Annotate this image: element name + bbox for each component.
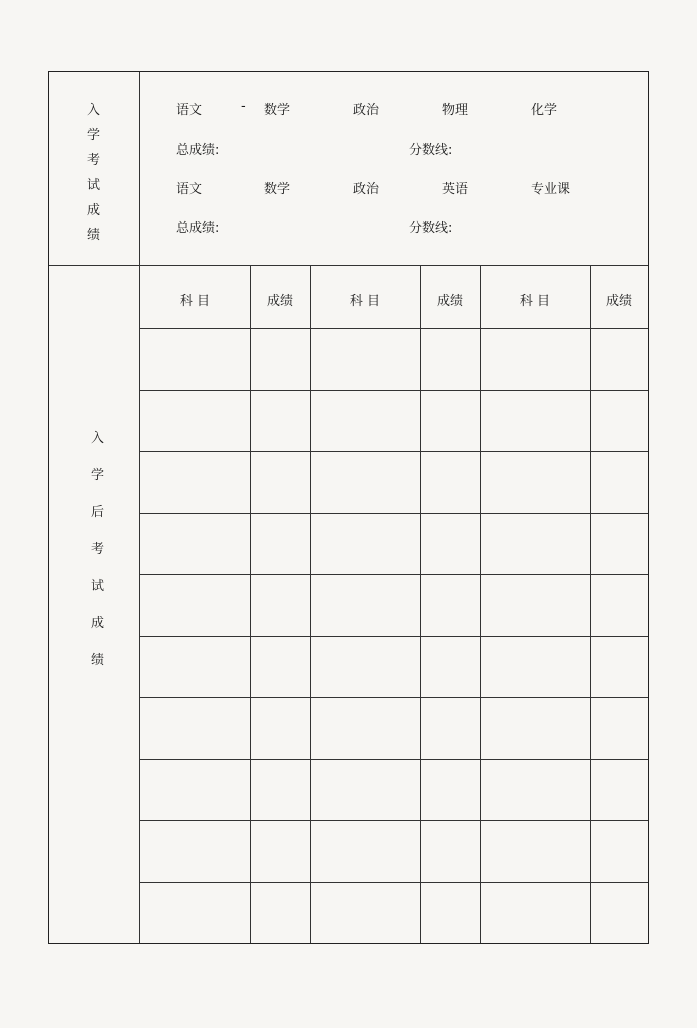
score-cell[interactable]: [592, 576, 646, 634]
entrance-label-char: 绩: [87, 228, 101, 243]
subject-cell[interactable]: [482, 392, 588, 450]
subject-cell[interactable]: [312, 453, 418, 511]
grid-row-line: [140, 759, 648, 760]
score-cell[interactable]: [422, 453, 478, 511]
subject-cell[interactable]: [312, 884, 418, 942]
subject-cell[interactable]: [312, 330, 418, 388]
subject-cell[interactable]: [482, 453, 588, 511]
score-cell[interactable]: [252, 699, 308, 757]
subject-label: 数学: [264, 182, 291, 197]
subject-cell[interactable]: [312, 699, 418, 757]
subject-label: 政治: [353, 103, 380, 118]
grid-row-line: [140, 574, 648, 575]
subject-cell[interactable]: [312, 515, 418, 573]
header-score: 成绩: [436, 294, 463, 309]
subject-label: 物理: [442, 103, 469, 118]
total-score-label: 总成绩:: [176, 143, 220, 158]
subject-cell[interactable]: [482, 515, 588, 573]
subject-cell[interactable]: [142, 453, 248, 511]
subject-cell[interactable]: [482, 822, 588, 880]
score-cell[interactable]: [592, 515, 646, 573]
score-cell[interactable]: [592, 453, 646, 511]
subject-label: 化学: [531, 103, 558, 118]
score-cell[interactable]: [592, 638, 646, 696]
score-cell[interactable]: [252, 330, 308, 388]
subject-cell[interactable]: [142, 699, 248, 757]
separator-dash: -: [241, 99, 246, 114]
score-cell[interactable]: [422, 330, 478, 388]
header-score: 成绩: [266, 294, 293, 309]
score-cell[interactable]: [422, 576, 478, 634]
score-grid: [140, 266, 648, 943]
score-cell[interactable]: [592, 392, 646, 450]
score-cell[interactable]: [592, 884, 646, 942]
grid-column-line: [310, 266, 311, 943]
subject-cell[interactable]: [142, 515, 248, 573]
header-subject: 科 目: [349, 294, 381, 309]
subject-label: 数学: [264, 103, 291, 118]
subject-label: 政治: [353, 182, 380, 197]
score-cell[interactable]: [422, 884, 478, 942]
post-label-char: 绩: [91, 653, 105, 668]
grid-row-line: [140, 328, 648, 329]
header-subject: 科 目: [519, 294, 551, 309]
grid-row-line: [140, 697, 648, 698]
subject-cell[interactable]: [142, 884, 248, 942]
grid-column-line: [590, 266, 591, 943]
subject-label: 语文: [176, 103, 203, 118]
grid-column-line: [480, 266, 481, 943]
subject-cell[interactable]: [482, 884, 588, 942]
score-cell[interactable]: [252, 515, 308, 573]
header-subject: 科 目: [179, 294, 211, 309]
subject-cell[interactable]: [142, 638, 248, 696]
entrance-label-char: 试: [87, 178, 101, 193]
post-label-char: 考: [91, 542, 105, 557]
subject-cell[interactable]: [312, 761, 418, 819]
subject-label: 专业课: [531, 182, 571, 197]
grid-row-line: [140, 390, 648, 391]
grid-row-line: [140, 820, 648, 821]
score-cell[interactable]: [422, 822, 478, 880]
subject-cell[interactable]: [142, 330, 248, 388]
score-cell[interactable]: [422, 761, 478, 819]
grid-row-line: [140, 636, 648, 637]
score-cell[interactable]: [252, 576, 308, 634]
cutoff-label: 分数线:: [409, 143, 453, 158]
post-label-char: 试: [91, 579, 105, 594]
subject-cell[interactable]: [142, 392, 248, 450]
entrance-exam-label: [87, 99, 100, 243]
entrance-label-char: 成: [87, 203, 101, 218]
subject-cell[interactable]: [482, 330, 588, 388]
score-cell[interactable]: [592, 761, 646, 819]
grid-column-line: [250, 266, 251, 943]
grid-row-line: [140, 882, 648, 883]
score-cell[interactable]: [422, 699, 478, 757]
post-label-char: 成: [91, 616, 105, 631]
score-cell[interactable]: [252, 392, 308, 450]
subject-cell[interactable]: [312, 638, 418, 696]
entrance-label-char: 考: [87, 153, 101, 168]
score-cell[interactable]: [422, 392, 478, 450]
score-cell[interactable]: [592, 822, 646, 880]
header-score: 成绩: [605, 294, 632, 309]
subject-cell[interactable]: [482, 761, 588, 819]
post-label-char: 学: [91, 468, 105, 483]
cutoff-label: 分数线:: [409, 221, 453, 236]
score-cell[interactable]: [252, 822, 308, 880]
grid-row-line: [140, 513, 648, 514]
score-cell[interactable]: [422, 638, 478, 696]
score-cell[interactable]: [592, 699, 646, 757]
score-cell[interactable]: [422, 515, 478, 573]
score-form: [48, 71, 649, 944]
subject-cell[interactable]: [142, 761, 248, 819]
subject-cell[interactable]: [142, 576, 248, 634]
subject-cell[interactable]: [142, 822, 248, 880]
post-label-char: 后: [91, 505, 105, 520]
subject-label: 语文: [176, 182, 203, 197]
post-entry-exam-label: [91, 427, 104, 668]
post-label-char: 入: [91, 431, 105, 446]
subject-cell[interactable]: [312, 576, 418, 634]
score-cell[interactable]: [252, 638, 308, 696]
score-cell[interactable]: [252, 453, 308, 511]
score-cell[interactable]: [592, 330, 646, 388]
total-score-label: 总成绩:: [176, 221, 220, 236]
subject-label: 英语: [442, 182, 469, 197]
grid-column-line: [420, 266, 421, 943]
subject-cell[interactable]: [482, 638, 588, 696]
subject-cell[interactable]: [312, 822, 418, 880]
entrance-label-char: 入: [87, 103, 101, 118]
score-cell[interactable]: [252, 884, 308, 942]
subject-cell[interactable]: [312, 392, 418, 450]
subject-cell[interactable]: [482, 699, 588, 757]
grid-row-line: [140, 451, 648, 452]
score-cell[interactable]: [252, 761, 308, 819]
subject-cell[interactable]: [482, 576, 588, 634]
entrance-label-char: 学: [87, 128, 101, 143]
